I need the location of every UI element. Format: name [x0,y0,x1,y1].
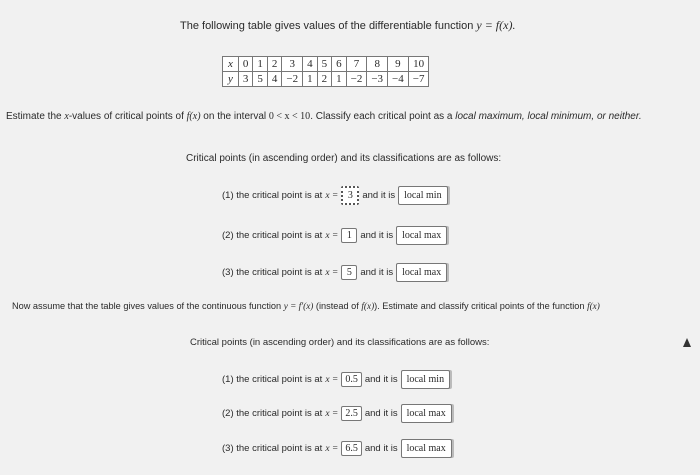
s2-classification-2-select[interactable]: local max [401,404,452,423]
table-cell: 9 [388,57,409,72]
table-cell: 1 [332,72,347,87]
table-cell: 8 [367,57,388,72]
table-cell: 3 [282,57,303,72]
row-y-label: y [223,72,239,87]
section2-heading: Critical points (in ascending order) and its classifications are as follows: [190,337,490,348]
table-cell: 3 [238,72,253,87]
row-x-label: x [223,57,239,72]
assume-text: Now assume that the table gives values of the continuous function y = f′(x) (instead of f(x)). Estimate and classify critical points of the function f(x) [12,301,600,311]
table-cell: 5 [253,72,268,87]
intro-formula: y = f(x). [476,18,516,32]
table-cell: 1 [303,72,318,87]
table-cell: −4 [388,72,409,87]
s2-classification-1-select[interactable]: local min [401,370,451,389]
s2-item-3: (3) the critical point is at x = 6.5 and it is local max [222,439,452,458]
values-table [222,56,429,87]
s1-item-1: (1) the critical point is at x = 3 and it is local min [222,186,448,205]
table-cell: −7 [408,72,429,87]
table-cell: 5 [317,57,332,72]
table-cell: 6 [332,57,347,72]
s1-item-3: (3) the critical point is at x = 5 and it is local max [222,263,447,282]
s2-answer-1-input[interactable]: 0.5 [341,372,362,387]
mouse-cursor-icon [683,338,691,347]
table-row-x [223,57,429,72]
s1-classification-1-select[interactable]: local min [398,186,448,205]
table-cell: 0 [238,57,253,72]
intro-text: The following table gives values of the differentiable function y = f(x). [180,18,516,32]
s1-answer-1-input[interactable]: 3 [341,186,359,205]
s2-answer-2-input[interactable]: 2.5 [341,406,362,421]
section1-heading: Critical points (in ascending order) and its classifications are as follows: [186,153,502,164]
table-cell: 4 [303,57,318,72]
table-cell: −2 [282,72,303,87]
s2-item-2: (2) the critical point is at x = 2.5 and it is local max [222,404,452,423]
table-row-y [223,72,429,87]
table-cell: 7 [346,57,367,72]
s1-answer-3-input[interactable]: 5 [341,265,357,280]
table-cell: 10 [408,57,429,72]
s1-classification-3-select[interactable]: local max [396,263,447,282]
table-cell: −2 [346,72,367,87]
s2-item-1: (1) the critical point is at x = 0.5 and it is local min [222,370,450,389]
s2-classification-3-select[interactable]: local max [401,439,452,458]
table-cell: −3 [367,72,388,87]
s1-answer-2-input[interactable]: 1 [341,228,357,243]
s1-item-2: (2) the critical point is at x = 1 and it is local max [222,226,447,245]
s2-answer-3-input[interactable]: 6.5 [341,441,362,456]
table-cell: 4 [267,72,282,87]
s1-classification-2-select[interactable]: local max [396,226,447,245]
question-text: Estimate the x-values of critical points of f(x) on the interval 0 < x < 10. Classify each critical point as a local maximum, local minimum, or neither. [6,111,642,122]
table-cell: 2 [317,72,332,87]
table-cell: 1 [253,57,268,72]
table-cell: 2 [267,57,282,72]
